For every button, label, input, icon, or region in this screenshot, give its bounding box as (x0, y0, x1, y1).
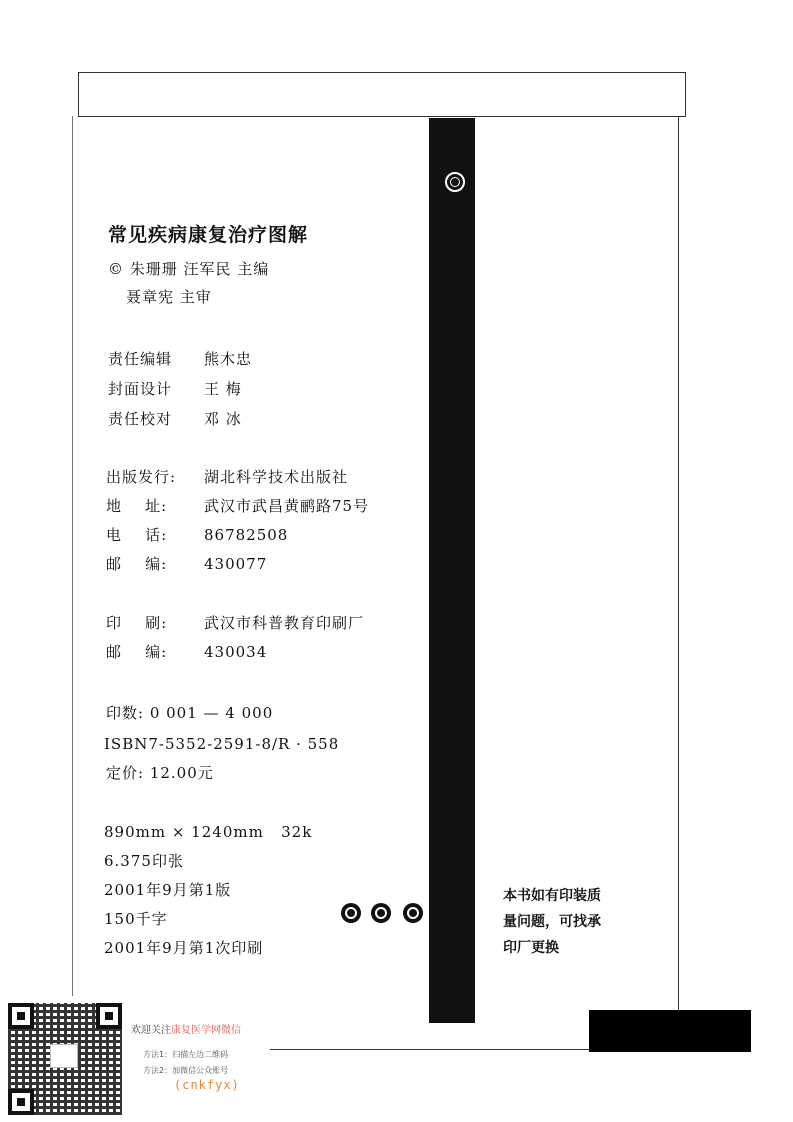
circle-icon (403, 903, 423, 923)
publisher-label: 地 址: (106, 497, 168, 515)
printer-label: 印 刷: (106, 614, 168, 632)
publisher-value: 86782508 (204, 526, 289, 544)
publisher-row (106, 526, 288, 544)
redaction-block (589, 1010, 751, 1052)
publisher-label: 电 话: (106, 526, 168, 544)
notice-line: 量问题，可找承 (503, 914, 601, 930)
promo-highlight: 康复医学网 (171, 1025, 221, 1036)
printer-value: 武汉市科普教育印刷厂 (204, 614, 365, 632)
qr-finder-pattern (8, 1003, 34, 1029)
promo-heading (131, 1021, 241, 1036)
promo-prefix: 欢迎关注 (131, 1025, 171, 1036)
qr-finder-pattern (8, 1089, 34, 1115)
print-count: 印数: 0 001 — 4 000 (106, 704, 274, 722)
spec-printing: 2001年9月第1次印刷 (104, 939, 264, 957)
promo-suffix: 微信 (221, 1025, 241, 1036)
staff-value: 熊木忠 (204, 350, 253, 368)
printer-label: 邮 编: (106, 643, 168, 661)
frame-left-inner-line (72, 116, 73, 996)
book-title: 常见疾病康复治疗图解 (108, 224, 309, 246)
staff-row (108, 350, 252, 368)
staff-row (108, 410, 242, 428)
staff-label: 责任编辑 (108, 350, 173, 368)
spec-word-count: 150千字 (104, 910, 168, 928)
qr-logo (50, 1044, 78, 1068)
circle-icon (371, 903, 391, 923)
qr-finder-pattern (96, 1003, 122, 1029)
circle-icon (341, 903, 361, 923)
spec-edition: 2001年9月第1版 (104, 881, 232, 899)
frame-header-line (78, 116, 686, 117)
publisher-label: 出版发行: (106, 468, 177, 486)
promo-method-1: 方法1：扫描左边二维码 (143, 1050, 229, 1059)
publisher-row (106, 497, 369, 515)
publisher-value: 湖北科学技术出版社 (204, 468, 349, 486)
book-authors: © 朱珊珊 汪军民 主编 (108, 260, 270, 278)
printer-row (106, 643, 267, 661)
notice-line: 本书如有印装质 (503, 888, 601, 904)
printer-row (106, 614, 364, 632)
staff-value: 王 梅 (204, 380, 242, 398)
publisher-row (106, 555, 267, 573)
publisher-value: 武汉市武昌黄鹂路75号 (204, 497, 370, 515)
staff-label: 责任校对 (108, 410, 173, 428)
quality-notice (503, 883, 601, 961)
publisher-value: 430077 (204, 555, 268, 573)
circle-icon (445, 172, 465, 192)
price: 定价: 12.00元 (106, 764, 214, 782)
isbn: ISBN7-5352-2591-8/R · 558 (104, 735, 340, 753)
notice-line: 印厂更换 (503, 940, 559, 956)
spec-sheets: 6.375印张 (104, 852, 184, 870)
binding-bar (429, 118, 475, 1023)
frame-right-line (678, 116, 679, 1010)
publisher-label: 邮 编: (106, 555, 168, 573)
staff-label: 封面设计 (108, 380, 173, 398)
frame-top-line (78, 72, 686, 73)
printer-value: 430034 (204, 643, 268, 661)
publisher-row (106, 468, 348, 486)
frame-right-top-line (685, 72, 686, 116)
staff-value: 邓 冰 (204, 410, 242, 428)
frame-bottom-line (270, 1049, 590, 1050)
book-reviewer: 聂章宪 主审 (126, 288, 212, 306)
promo-method-2: 方法2：加微信公众账号 (143, 1066, 229, 1075)
promo-account-id: (cnkfyx) (174, 1078, 240, 1092)
spec-format: 890mm × 1240mm 32k (104, 823, 313, 841)
frame-left-line (78, 72, 79, 116)
staff-row (108, 380, 242, 398)
